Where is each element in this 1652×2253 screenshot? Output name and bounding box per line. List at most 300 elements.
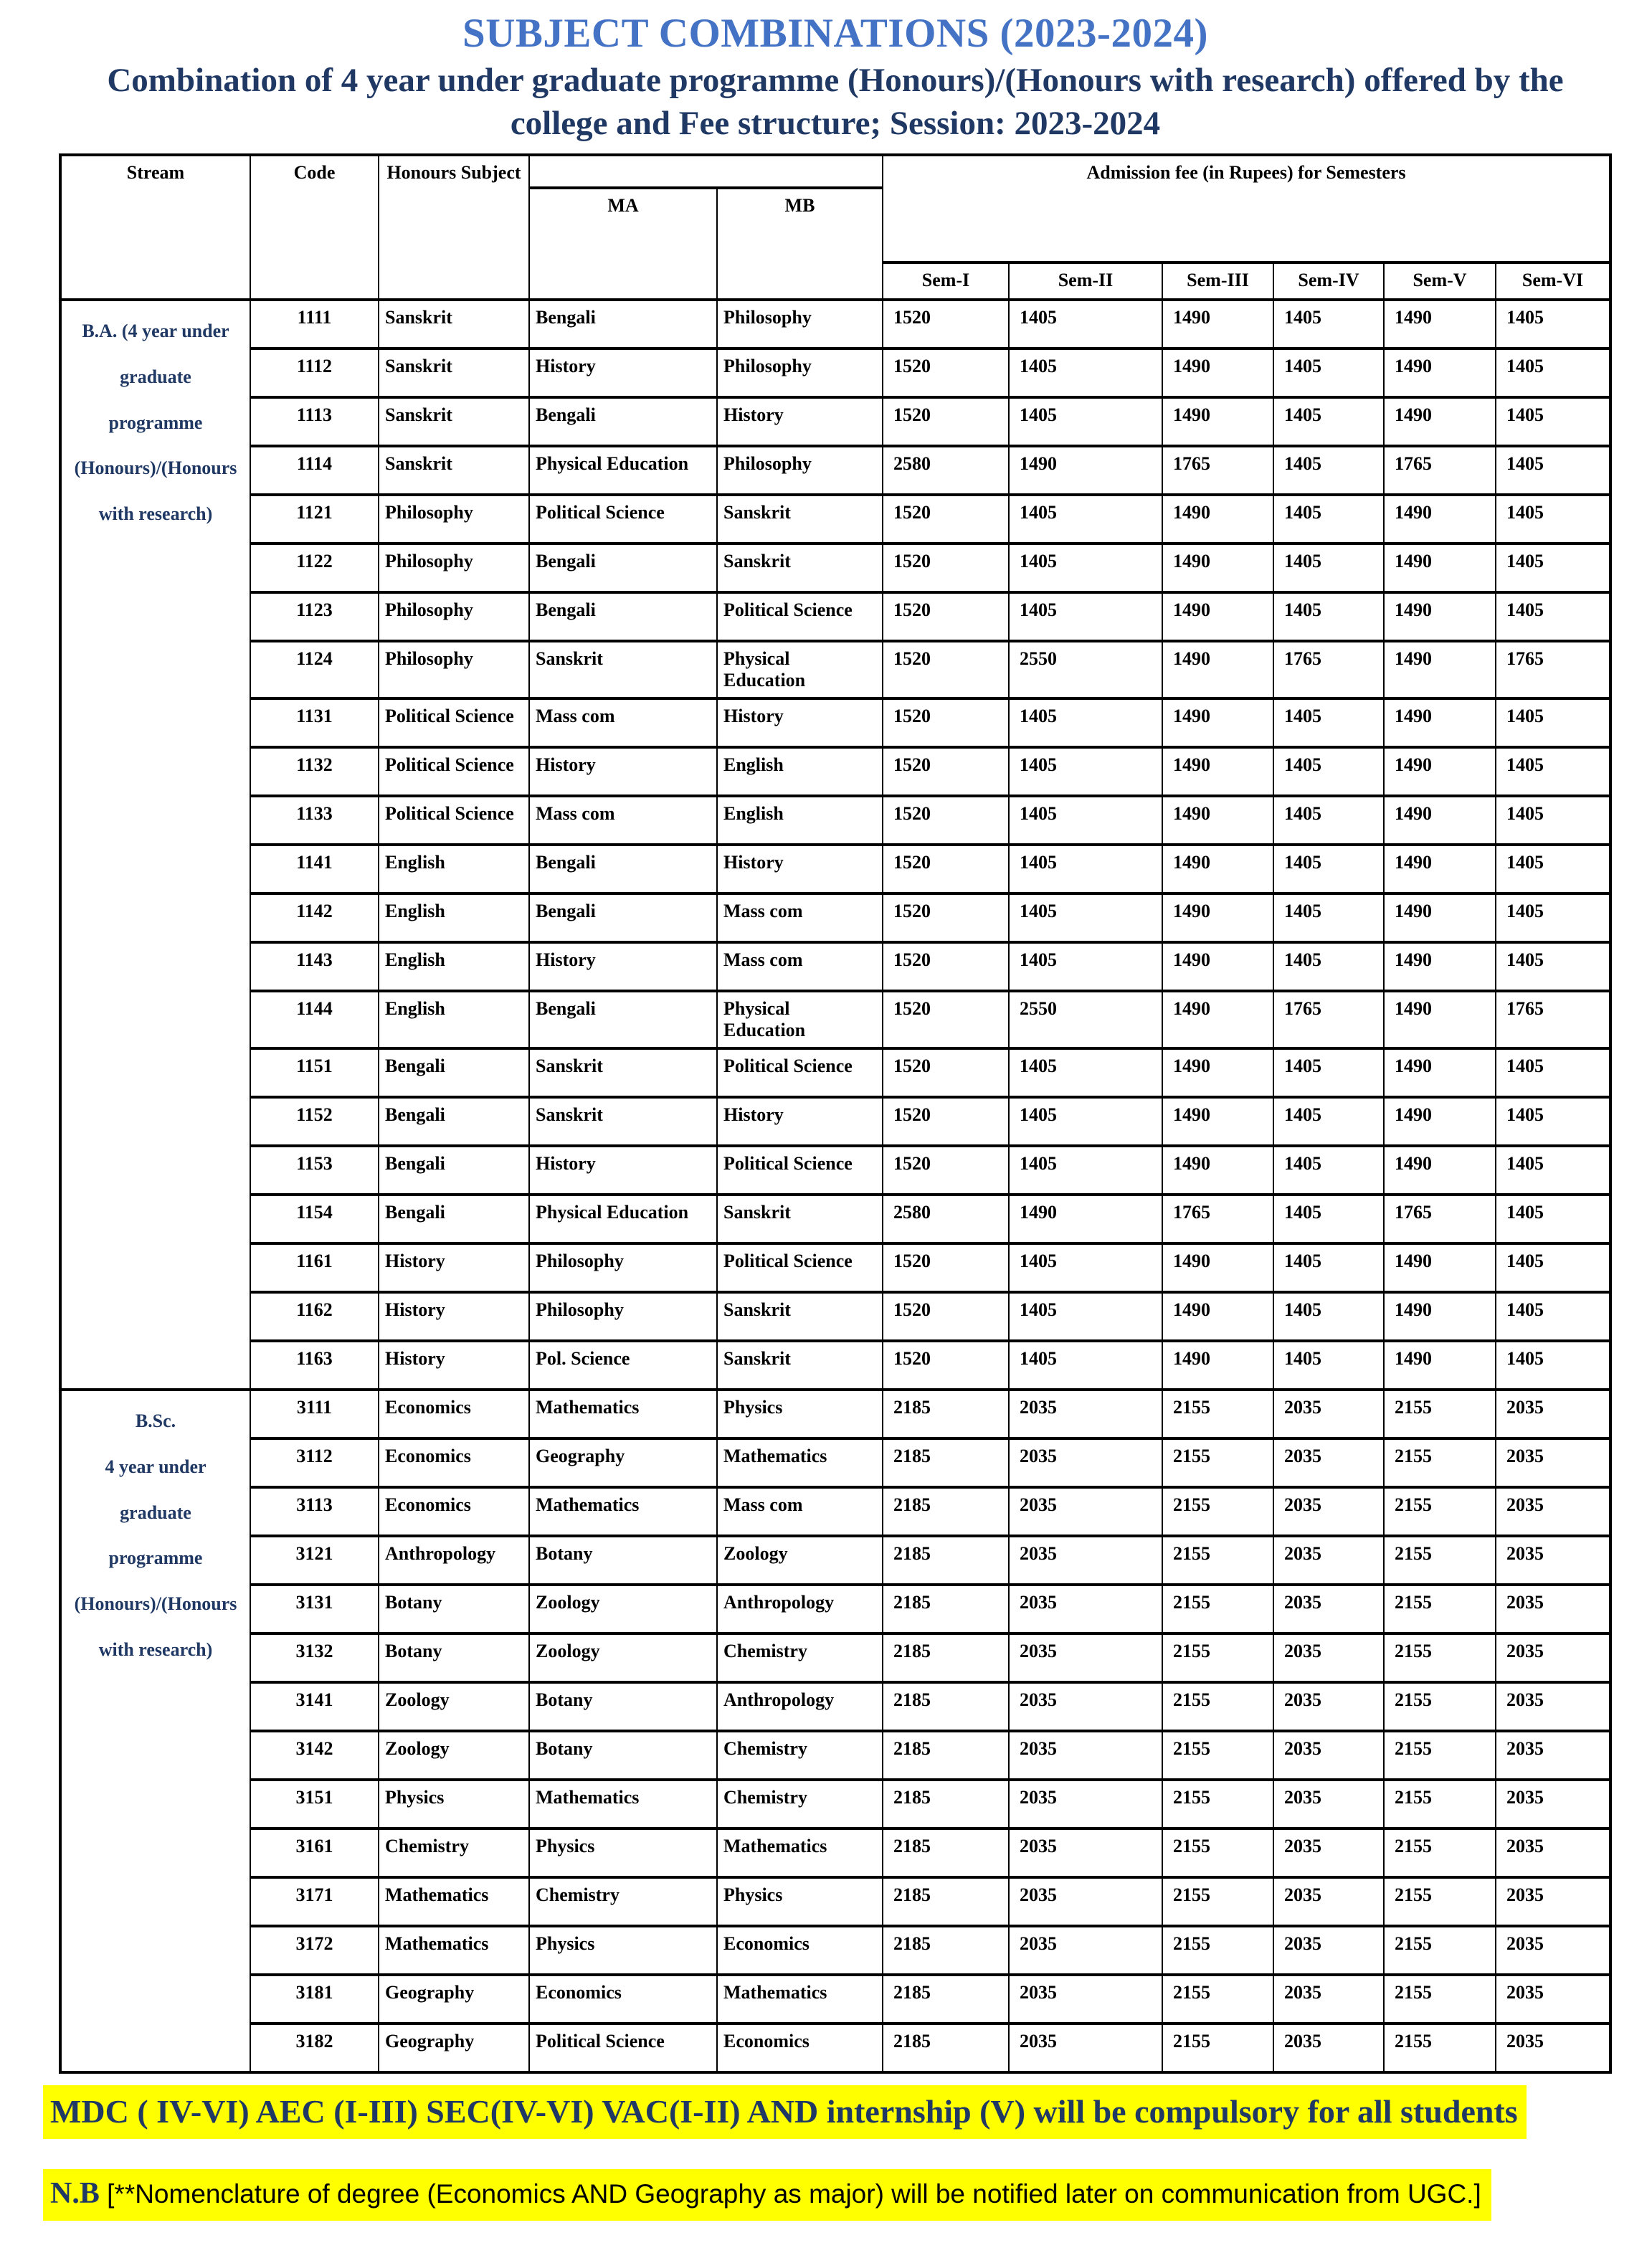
code-cell: 1152 xyxy=(250,1097,379,1146)
ma-subject-cell: Bengali xyxy=(529,300,717,348)
stream-label-line: (Honours)/(Honours xyxy=(74,457,237,479)
fee-sem-4: 2035 xyxy=(1273,1438,1384,1487)
nb-note-row xyxy=(50,2139,1612,2221)
fee-sem-1: 1520 xyxy=(883,495,1009,544)
fee-sem-3: 1490 xyxy=(1162,348,1273,397)
ma-subject-cell: Mathematics xyxy=(529,1390,717,1438)
stream-label-line: B.Sc. xyxy=(135,1410,176,1432)
table-row xyxy=(60,1243,1610,1292)
stream-label-line: graduate xyxy=(120,1502,191,1523)
fee-sem-1: 2185 xyxy=(883,1536,1009,1585)
honours-subject-cell: Bengali xyxy=(379,1195,529,1243)
table-row xyxy=(60,1097,1610,1146)
ma-subject-cell: Bengali xyxy=(529,845,717,893)
mb-subject-cell: Zoology xyxy=(717,1536,883,1585)
fee-sem-4: 1405 xyxy=(1273,893,1384,942)
ma-subject-cell: Mass com xyxy=(529,796,717,845)
code-cell: 1142 xyxy=(250,893,379,942)
ma-subject-cell: Philosophy xyxy=(529,1292,717,1341)
col-header-sem-5: Sem-V xyxy=(1384,262,1496,300)
mb-subject-cell: Physics xyxy=(717,1877,883,1926)
fee-sem-2: 1405 xyxy=(1009,300,1162,348)
stream-label-line: B.A. (4 year under xyxy=(82,321,229,342)
mb-subject-cell: History xyxy=(717,698,883,747)
fee-sem-5: 1490 xyxy=(1384,641,1496,698)
code-cell: 1114 xyxy=(250,446,379,495)
fee-sem-5: 2155 xyxy=(1384,1536,1496,1585)
fee-sem-3: 1490 xyxy=(1162,1243,1273,1292)
fee-sem-5: 1765 xyxy=(1384,446,1496,495)
fee-sem-2: 2035 xyxy=(1009,2024,1162,2072)
table-row xyxy=(60,1292,1610,1341)
code-cell: 3112 xyxy=(250,1438,379,1487)
code-cell: 1144 xyxy=(250,991,379,1048)
fee-sem-1: 1520 xyxy=(883,1146,1009,1195)
fee-sem-3: 1490 xyxy=(1162,641,1273,698)
fee-sem-6: 2035 xyxy=(1496,1780,1610,1829)
fee-sem-6: 2035 xyxy=(1496,1926,1610,1975)
fee-sem-5: 2155 xyxy=(1384,1487,1496,1536)
honours-subject-cell: Political Science xyxy=(379,698,529,747)
fee-sem-2: 2035 xyxy=(1009,1926,1162,1975)
col-header-sem-4: Sem-IV xyxy=(1273,262,1384,300)
fee-sem-2: 2035 xyxy=(1009,1877,1162,1926)
fee-sem-6: 2035 xyxy=(1496,1975,1610,2024)
ma-subject-cell: Economics xyxy=(529,1975,717,2024)
honours-subject-cell: Economics xyxy=(379,1390,529,1438)
code-cell: 1123 xyxy=(250,592,379,641)
ma-subject-cell: Sanskrit xyxy=(529,1048,717,1097)
table-row xyxy=(60,1048,1610,1097)
table-row xyxy=(60,747,1610,796)
stream-label-line: with research) xyxy=(98,503,213,525)
fee-sem-2: 1490 xyxy=(1009,1195,1162,1243)
fee-sem-3: 2155 xyxy=(1162,1682,1273,1731)
fee-sem-4: 2035 xyxy=(1273,1829,1384,1877)
honours-subject-cell: English xyxy=(379,991,529,1048)
fee-sem-6: 1765 xyxy=(1496,991,1610,1048)
mb-subject-cell: Sanskrit xyxy=(717,1292,883,1341)
fee-sem-1: 1520 xyxy=(883,348,1009,397)
fee-sem-5: 1490 xyxy=(1384,397,1496,446)
fee-sem-5: 2155 xyxy=(1384,2024,1496,2072)
table-row xyxy=(60,1829,1610,1877)
mb-subject-cell: Philosophy xyxy=(717,300,883,348)
fee-sem-3: 1765 xyxy=(1162,446,1273,495)
ma-subject-cell: Bengali xyxy=(529,592,717,641)
fee-sem-6: 2035 xyxy=(1496,1487,1610,1536)
code-cell: 1162 xyxy=(250,1292,379,1341)
fee-sem-2: 1405 xyxy=(1009,1243,1162,1292)
mb-subject-cell: Economics xyxy=(717,2024,883,2072)
fee-sem-1: 2185 xyxy=(883,1487,1009,1536)
table-row xyxy=(60,2024,1610,2072)
fee-sem-5: 2155 xyxy=(1384,1975,1496,2024)
nb-note xyxy=(43,2169,1491,2221)
fee-sem-4: 2035 xyxy=(1273,1975,1384,2024)
col-header-sem-6: Sem-VI xyxy=(1496,262,1610,300)
fee-sem-3: 1490 xyxy=(1162,495,1273,544)
honours-subject-cell: Mathematics xyxy=(379,1877,529,1926)
fee-sem-2: 1405 xyxy=(1009,893,1162,942)
fee-sem-5: 1490 xyxy=(1384,796,1496,845)
table-row xyxy=(60,1487,1610,1536)
ma-mb-group-header xyxy=(529,155,883,188)
fee-sem-5: 1490 xyxy=(1384,747,1496,796)
mb-subject-cell: Political Science xyxy=(717,1243,883,1292)
code-cell: 3132 xyxy=(250,1633,379,1682)
fee-sem-3: 2155 xyxy=(1162,1390,1273,1438)
ma-subject-cell: History xyxy=(529,747,717,796)
table-row xyxy=(60,1877,1610,1926)
ma-subject-cell: History xyxy=(529,942,717,991)
honours-subject-cell: Economics xyxy=(379,1487,529,1536)
fee-sem-6: 1405 xyxy=(1496,495,1610,544)
fee-sem-2: 1405 xyxy=(1009,698,1162,747)
fee-sem-6: 2035 xyxy=(1496,1682,1610,1731)
fee-sem-6: 1405 xyxy=(1496,1292,1610,1341)
table-row xyxy=(60,544,1610,592)
honours-subject-cell: Philosophy xyxy=(379,641,529,698)
fee-sem-3: 2155 xyxy=(1162,1536,1273,1585)
ma-subject-cell: Bengali xyxy=(529,397,717,446)
fee-sem-4: 1405 xyxy=(1273,698,1384,747)
table-row xyxy=(60,1731,1610,1780)
fee-sem-2: 2035 xyxy=(1009,1975,1162,2024)
fee-sem-4: 2035 xyxy=(1273,1682,1384,1731)
honours-subject-cell: Political Science xyxy=(379,796,529,845)
fee-sem-4: 1405 xyxy=(1273,747,1384,796)
col-header-sem-2: Sem-II xyxy=(1009,262,1162,300)
fee-sem-6: 1405 xyxy=(1496,845,1610,893)
fee-sem-3: 1490 xyxy=(1162,300,1273,348)
ma-subject-cell: Bengali xyxy=(529,991,717,1048)
honours-subject-cell: Philosophy xyxy=(379,592,529,641)
code-cell: 1153 xyxy=(250,1146,379,1195)
honours-subject-cell: Physics xyxy=(379,1780,529,1829)
fee-sem-4: 2035 xyxy=(1273,2024,1384,2072)
fee-sem-5: 2155 xyxy=(1384,1926,1496,1975)
mb-subject-cell: Sanskrit xyxy=(717,1195,883,1243)
fee-sem-3: 2155 xyxy=(1162,1438,1273,1487)
code-cell: 3182 xyxy=(250,2024,379,2072)
table-row xyxy=(60,1146,1610,1195)
fee-sem-3: 1490 xyxy=(1162,1292,1273,1341)
fee-sem-4: 1405 xyxy=(1273,1292,1384,1341)
table-row xyxy=(60,348,1610,397)
honours-subject-cell: Chemistry xyxy=(379,1829,529,1877)
fee-sem-5: 1490 xyxy=(1384,942,1496,991)
mb-subject-cell: Chemistry xyxy=(717,1633,883,1682)
fee-sem-3: 1765 xyxy=(1162,1195,1273,1243)
code-cell: 3171 xyxy=(250,1877,379,1926)
code-cell: 3111 xyxy=(250,1390,379,1438)
fee-sem-6: 1405 xyxy=(1496,1048,1610,1097)
fee-sem-6: 1405 xyxy=(1496,397,1610,446)
fee-sem-4: 1405 xyxy=(1273,544,1384,592)
fee-sem-1: 1520 xyxy=(883,1097,1009,1146)
col-header-ma: MA xyxy=(529,188,717,300)
code-cell: 1124 xyxy=(250,641,379,698)
fee-sem-1: 2580 xyxy=(883,1195,1009,1243)
code-cell: 1122 xyxy=(250,544,379,592)
fee-sem-1: 2185 xyxy=(883,1585,1009,1633)
ma-subject-cell: Physics xyxy=(529,1926,717,1975)
fee-sem-4: 1405 xyxy=(1273,845,1384,893)
fee-sem-5: 2155 xyxy=(1384,1682,1496,1731)
fee-sem-6: 2035 xyxy=(1496,1877,1610,1926)
table-row xyxy=(60,1438,1610,1487)
code-cell: 3181 xyxy=(250,1975,379,2024)
page-title: SUBJECT COMBINATIONS (2023-2024) xyxy=(462,11,1208,56)
fee-sem-1: 1520 xyxy=(883,747,1009,796)
col-header-mb: MB xyxy=(717,188,883,300)
fee-sem-2: 1405 xyxy=(1009,1097,1162,1146)
table-row xyxy=(60,495,1610,544)
fee-sem-6: 1405 xyxy=(1496,942,1610,991)
fee-sem-1: 2185 xyxy=(883,1731,1009,1780)
fee-sem-1: 1520 xyxy=(883,845,1009,893)
stream-label-line: programme xyxy=(108,412,203,433)
fee-sem-2: 1405 xyxy=(1009,1146,1162,1195)
fee-sem-3: 1490 xyxy=(1162,397,1273,446)
fee-sem-5: 1490 xyxy=(1384,1146,1496,1195)
ma-subject-cell: Geography xyxy=(529,1438,717,1487)
subject-combinations-table xyxy=(59,153,1612,2074)
mb-subject-cell: Mathematics xyxy=(717,1438,883,1487)
table-row xyxy=(60,1682,1610,1731)
fee-sem-3: 2155 xyxy=(1162,1585,1273,1633)
fee-sem-4: 1405 xyxy=(1273,1195,1384,1243)
fee-sem-6: 2035 xyxy=(1496,1731,1610,1780)
honours-subject-cell: Botany xyxy=(379,1585,529,1633)
fee-sem-3: 1490 xyxy=(1162,991,1273,1048)
honours-subject-cell: Zoology xyxy=(379,1682,529,1731)
fee-sem-1: 2185 xyxy=(883,1975,1009,2024)
fee-sem-5: 1490 xyxy=(1384,1097,1496,1146)
honours-subject-cell: Political Science xyxy=(379,747,529,796)
fee-sem-2: 1405 xyxy=(1009,592,1162,641)
col-header-sem-3: Sem-III xyxy=(1162,262,1273,300)
code-cell: 1143 xyxy=(250,942,379,991)
fee-sem-5: 1490 xyxy=(1384,544,1496,592)
mb-subject-cell: Anthropology xyxy=(717,1682,883,1731)
fee-sem-6: 1405 xyxy=(1496,446,1610,495)
fee-sem-4: 2035 xyxy=(1273,1633,1384,1682)
ma-subject-cell: Political Science xyxy=(529,495,717,544)
table-row xyxy=(60,1536,1610,1585)
fee-sem-1: 1520 xyxy=(883,893,1009,942)
mb-subject-cell: History xyxy=(717,1097,883,1146)
honours-subject-cell: Economics xyxy=(379,1438,529,1487)
ma-subject-cell: Sanskrit xyxy=(529,1097,717,1146)
fee-sem-4: 2035 xyxy=(1273,1877,1384,1926)
fee-sem-3: 1490 xyxy=(1162,698,1273,747)
fee-sem-2: 2035 xyxy=(1009,1438,1162,1487)
col-header-honours-subject: Honours Subject xyxy=(379,155,529,300)
fee-sem-4: 1405 xyxy=(1273,495,1384,544)
ma-subject-cell: Botany xyxy=(529,1536,717,1585)
fee-sem-3: 1490 xyxy=(1162,1146,1273,1195)
fee-sem-5: 1490 xyxy=(1384,348,1496,397)
fee-sem-5: 2155 xyxy=(1384,1731,1496,1780)
ma-subject-cell: Bengali xyxy=(529,893,717,942)
fee-sem-6: 1405 xyxy=(1496,300,1610,348)
code-cell: 1113 xyxy=(250,397,379,446)
table-row xyxy=(60,592,1610,641)
col-header-sem-1: Sem-I xyxy=(883,262,1009,300)
code-cell: 3131 xyxy=(250,1585,379,1633)
fee-sem-2: 1405 xyxy=(1009,348,1162,397)
code-cell: 3172 xyxy=(250,1926,379,1975)
fee-sem-5: 2155 xyxy=(1384,1438,1496,1487)
fee-sem-5: 1490 xyxy=(1384,991,1496,1048)
fee-sem-3: 1490 xyxy=(1162,942,1273,991)
fee-sem-6: 1405 xyxy=(1496,698,1610,747)
ma-subject-cell: Mass com xyxy=(529,698,717,747)
fee-sem-4: 1405 xyxy=(1273,942,1384,991)
fee-sem-3: 2155 xyxy=(1162,1877,1273,1926)
mb-subject-cell: Mass com xyxy=(717,893,883,942)
honours-subject-cell: Sanskrit xyxy=(379,348,529,397)
fee-sem-2: 1405 xyxy=(1009,1292,1162,1341)
fee-sem-6: 1405 xyxy=(1496,544,1610,592)
fee-sem-3: 1490 xyxy=(1162,845,1273,893)
ma-subject-cell: Botany xyxy=(529,1731,717,1780)
fee-sem-4: 2035 xyxy=(1273,1780,1384,1829)
fee-sem-3: 2155 xyxy=(1162,1731,1273,1780)
code-cell: 1131 xyxy=(250,698,379,747)
table-header xyxy=(60,155,1610,300)
fee-sem-5: 1490 xyxy=(1384,300,1496,348)
honours-subject-cell: Anthropology xyxy=(379,1536,529,1585)
stream-cell-bsc xyxy=(60,1390,250,2072)
fee-sem-4: 2035 xyxy=(1273,1731,1384,1780)
honours-subject-cell: English xyxy=(379,845,529,893)
table-row xyxy=(60,698,1610,747)
fee-sem-4: 2035 xyxy=(1273,1487,1384,1536)
col-header-stream: Stream xyxy=(60,155,250,300)
mb-subject-cell: Political Science xyxy=(717,1048,883,1097)
fee-sem-2: 1405 xyxy=(1009,942,1162,991)
fee-sem-6: 1405 xyxy=(1496,592,1610,641)
col-header-code: Code xyxy=(250,155,379,300)
honours-subject-cell: Mathematics xyxy=(379,1926,529,1975)
honours-subject-cell: History xyxy=(379,1243,529,1292)
fee-sem-2: 2035 xyxy=(1009,1829,1162,1877)
fee-sem-5: 2155 xyxy=(1384,1585,1496,1633)
code-cell: 1121 xyxy=(250,495,379,544)
table-row xyxy=(60,893,1610,942)
code-cell: 3161 xyxy=(250,1829,379,1877)
honours-subject-cell: Botany xyxy=(379,1633,529,1682)
fee-sem-6: 1405 xyxy=(1496,348,1610,397)
code-cell: 1163 xyxy=(250,1341,379,1390)
fee-sem-3: 1490 xyxy=(1162,1341,1273,1390)
fee-sem-5: 1490 xyxy=(1384,1341,1496,1390)
ma-subject-cell: Mathematics xyxy=(529,1487,717,1536)
fee-sem-5: 1490 xyxy=(1384,893,1496,942)
mb-subject-cell: Physical Education xyxy=(717,991,883,1048)
fee-sem-1: 1520 xyxy=(883,1341,1009,1390)
fee-sem-5: 2155 xyxy=(1384,1780,1496,1829)
fee-sem-4: 1405 xyxy=(1273,348,1384,397)
mb-subject-cell: History xyxy=(717,397,883,446)
fee-sem-4: 1405 xyxy=(1273,592,1384,641)
fee-sem-2: 2550 xyxy=(1009,641,1162,698)
fee-sem-1: 2185 xyxy=(883,1633,1009,1682)
fee-sem-5: 1490 xyxy=(1384,592,1496,641)
ma-subject-cell: Mathematics xyxy=(529,1780,717,1829)
fee-sem-1: 1520 xyxy=(883,1243,1009,1292)
fee-sem-3: 2155 xyxy=(1162,1780,1273,1829)
fee-sem-6: 2035 xyxy=(1496,2024,1610,2072)
ma-subject-cell: Bengali xyxy=(529,544,717,592)
table-row xyxy=(60,845,1610,893)
mb-subject-cell: Economics xyxy=(717,1926,883,1975)
code-cell: 1111 xyxy=(250,300,379,348)
fee-sem-6: 1405 xyxy=(1496,1195,1610,1243)
fee-sem-1: 1520 xyxy=(883,397,1009,446)
fee-sem-4: 2035 xyxy=(1273,1926,1384,1975)
fee-sem-1: 1520 xyxy=(883,544,1009,592)
table-row xyxy=(60,796,1610,845)
table-row xyxy=(60,942,1610,991)
fee-sem-5: 2155 xyxy=(1384,1390,1496,1438)
fee-sem-2: 1405 xyxy=(1009,796,1162,845)
mb-subject-cell: English xyxy=(717,747,883,796)
honours-subject-cell: Philosophy xyxy=(379,544,529,592)
table-row xyxy=(60,1585,1610,1633)
fee-sem-2: 1405 xyxy=(1009,544,1162,592)
fee-sem-5: 1490 xyxy=(1384,495,1496,544)
table-row xyxy=(60,1975,1610,2024)
mb-subject-cell: History xyxy=(717,845,883,893)
ma-subject-cell: Sanskrit xyxy=(529,641,717,698)
ma-subject-cell: Chemistry xyxy=(529,1877,717,1926)
stream-label-line: 4 year under xyxy=(105,1456,206,1478)
ma-subject-cell: History xyxy=(529,348,717,397)
fee-sem-4: 1405 xyxy=(1273,1048,1384,1097)
mb-subject-cell: Philosophy xyxy=(717,348,883,397)
fee-sem-6: 1765 xyxy=(1496,641,1610,698)
mb-subject-cell: Physics xyxy=(717,1390,883,1438)
fee-sem-6: 1405 xyxy=(1496,893,1610,942)
mb-subject-cell: Sanskrit xyxy=(717,1341,883,1390)
honours-subject-cell: Geography xyxy=(379,2024,529,2072)
mb-subject-cell: Chemistry xyxy=(717,1731,883,1780)
fee-sem-3: 2155 xyxy=(1162,1487,1273,1536)
mb-subject-cell: Political Science xyxy=(717,592,883,641)
fee-sem-2: 2035 xyxy=(1009,1536,1162,1585)
mb-subject-cell: Chemistry xyxy=(717,1780,883,1829)
mb-subject-cell: Political Science xyxy=(717,1146,883,1195)
fee-sem-3: 2155 xyxy=(1162,1633,1273,1682)
fee-sem-4: 1405 xyxy=(1273,1146,1384,1195)
fee-sem-1: 2185 xyxy=(883,1438,1009,1487)
mb-subject-cell: English xyxy=(717,796,883,845)
compulsory-note-row xyxy=(50,2074,1612,2139)
fee-sem-2: 1405 xyxy=(1009,845,1162,893)
fee-sem-6: 2035 xyxy=(1496,1438,1610,1487)
fee-sem-2: 1490 xyxy=(1009,446,1162,495)
stream-label-line: programme xyxy=(108,1547,203,1569)
ma-subject-cell: Botany xyxy=(529,1682,717,1731)
fee-sem-5: 1490 xyxy=(1384,1292,1496,1341)
stream-label-line: (Honours)/(Honours xyxy=(74,1593,237,1615)
mb-subject-cell: Mass com xyxy=(717,1487,883,1536)
fee-sem-2: 1405 xyxy=(1009,1048,1162,1097)
